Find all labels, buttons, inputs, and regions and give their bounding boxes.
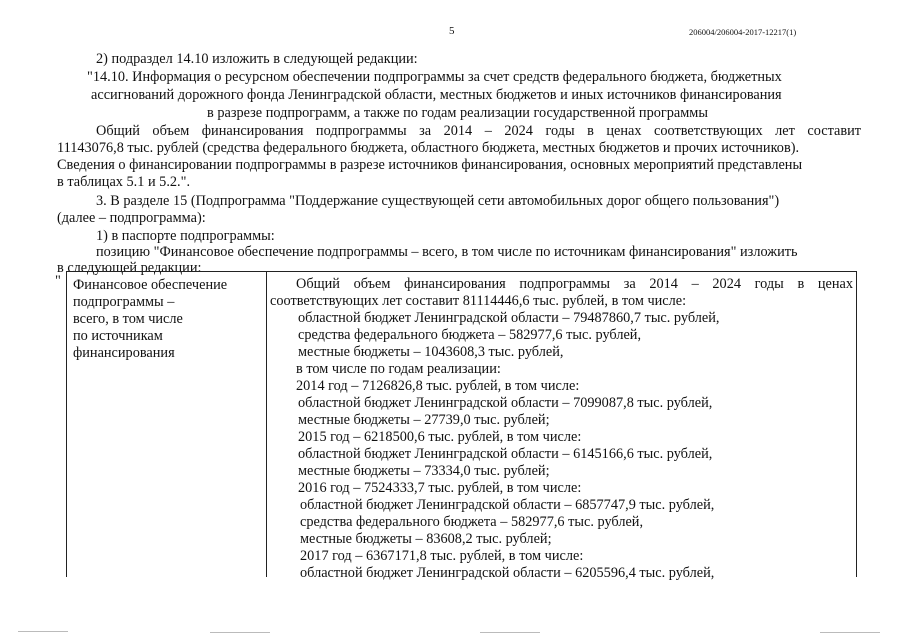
right-cell-line: соответствующих лет составит 81114446,6 тыс. рублей, в том числе:: [270, 293, 687, 309]
page-number: 5: [449, 25, 455, 37]
right-cell-line: областной бюджет Ленинградской области – 7099087,8 тыс. рублей,: [298, 395, 713, 411]
body-text-line: Общий объем финансирования подпрограммы за 2014 – 2024 годы в ценах соответствующих лет составит: [96, 123, 861, 139]
section-title-line-1: "14.10. Информация о ресурсном обеспечении подпрограммы за счет средств федерального бюджета, бюджетных: [87, 69, 782, 85]
right-cell-line: местные бюджеты – 73334,0 тыс. рублей;: [298, 463, 550, 479]
scan-artifact: [210, 632, 270, 633]
body-text-line: 3. В разделе 15 (Подпрограмма "Поддержание существующей сети автомобильных дорог общего пользования"): [96, 193, 780, 209]
right-cell-line: областной бюджет Ленинградской области – 6145166,6 тыс. рублей,: [298, 446, 713, 462]
left-cell-line: всего, в том числе: [73, 311, 183, 327]
right-cell-line: 2017 год – 6367171,8 тыс. рублей, в том числе:: [300, 548, 584, 564]
right-cell-line: 2014 год – 7126826,8 тыс. рублей, в том числе:: [296, 378, 580, 394]
right-cell-line: средства федерального бюджета – 582977,6 тыс. рублей,: [298, 327, 642, 343]
body-text-line: (далее – подпрограмма):: [57, 210, 206, 226]
right-cell-line: местные бюджеты – 1043608,3 тыс. рублей,: [298, 344, 564, 360]
scan-artifact: [480, 632, 540, 633]
opening-quote: ": [55, 273, 61, 289]
body-text-line: 1) в паспорте подпрограммы:: [96, 228, 275, 244]
right-cell-line: 2016 год – 7524333,7 тыс. рублей, в том числе:: [298, 480, 582, 496]
left-cell-line: финансирования: [73, 345, 175, 361]
right-cell-line: 2015 год – 6218500,6 тыс. рублей, в том числе:: [298, 429, 582, 445]
body-text-line: в таблицах 5.1 и 5.2.".: [57, 174, 191, 190]
right-cell-line: областной бюджет Ленинградской области – 6205596,4 тыс. рублей,: [300, 565, 715, 581]
left-cell-line: Финансовое обеспечение: [73, 277, 228, 293]
body-text-line: Сведения о финансировании подпрограммы в разрезе источников финансирования, основных мероприятий представлены: [57, 157, 803, 173]
right-cell-line: в том числе по годам реализации:: [296, 361, 501, 377]
right-cell-line: местные бюджеты – 27739,0 тыс. рублей;: [298, 412, 550, 428]
right-cell-line: областной бюджет Ленинградской области – 79487860,7 тыс. рублей,: [298, 310, 720, 326]
scan-artifact: [18, 631, 68, 632]
section-title-line-2: ассигнований дорожного фонда Ленинградской области, местных бюджетов и иных источников финансирования: [91, 87, 782, 103]
left-cell-line: подпрограммы –: [73, 294, 175, 310]
table-column-divider: [266, 271, 267, 577]
scan-artifact: [820, 632, 880, 633]
document-id: 206004/206004-2017-12217(1): [689, 27, 797, 37]
body-text-line: в следующей редакции:: [57, 260, 202, 276]
section-title-line-3: в разрезе подпрограмм, а также по годам реализации государственной программы: [207, 105, 708, 121]
body-text-line: 11143076,8 тыс. рублей (средства федерального бюджета, областного бюджета, местных бюджетов и прочих источников).: [57, 140, 800, 156]
para-subsection-14-10: 2) подраздел 14.10 изложить в следующей редакции:: [96, 51, 418, 67]
table-right-cell: [270, 276, 853, 582]
right-cell-line: Общий объем финансирования подпрограммы за 2014 – 2024 годы в ценах: [296, 276, 853, 292]
table-left-cell: [73, 277, 227, 362]
left-cell-line: по источникам: [73, 328, 163, 344]
right-cell-line: областной бюджет Ленинградской области – 6857747,9 тыс. рублей,: [300, 497, 715, 513]
right-cell-line: средства федерального бюджета – 582977,6 тыс. рублей,: [300, 514, 644, 530]
right-cell-line: местные бюджеты – 83608,2 тыс. рублей;: [300, 531, 552, 547]
body-text-line: позицию "Финансовое обеспечение подпрограммы – всего, в том числе по источникам финансирования" изложить: [96, 244, 798, 260]
